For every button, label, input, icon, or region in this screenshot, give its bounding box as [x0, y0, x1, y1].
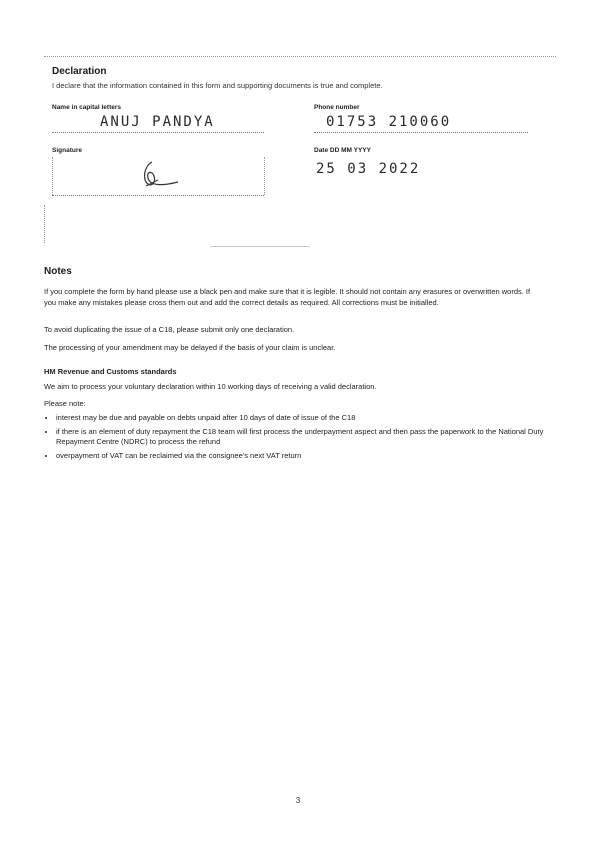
phone-field[interactable]: 01753 210060: [326, 114, 452, 130]
name-label: Name in capital letters: [52, 104, 121, 111]
list-item: • if there is an element of duty repayment the C18 team will first process the underpayment aspect and then pass the paperwork to the National Duty Repayment Centre (NDRC) to process the refund: [56, 427, 556, 448]
signature-box-bottom: [52, 195, 264, 196]
notes-paragraph-2: To avoid duplicating the issue of a C18, please submit only one declaration.: [44, 325, 295, 334]
standards-intro: We aim to process your voluntary declaration within 10 working days of receiving a valid declaration.: [44, 382, 377, 391]
signature-box-left: [52, 157, 53, 195]
standards-title: HM Revenue and Customs standards: [44, 367, 177, 376]
signature-box-right: [264, 157, 265, 195]
name-field[interactable]: ANUJ PANDYA: [100, 114, 215, 130]
phone-field-underline: [314, 132, 528, 133]
declaration-title: Declaration: [52, 66, 107, 77]
name-field-underline: [52, 132, 264, 133]
list-item: • overpayment of VAT can be reclaimed via the consignee's next VAT return: [56, 451, 556, 462]
list-item: • interest may be due and payable on debts unpaid after 10 days of date of issue of the C18: [56, 413, 556, 424]
notes-paragraph-3: The processing of your amendment may be delayed if the basis of your claim is unclear.: [44, 343, 336, 352]
faint-divider: [210, 246, 310, 247]
date-field[interactable]: 25 03 2022: [316, 161, 421, 177]
please-note: Please note:: [44, 399, 86, 408]
top-dotted-border: [44, 56, 556, 57]
phone-label: Phone number: [314, 104, 360, 111]
notes-title: Notes: [44, 266, 72, 277]
signature-label: Signature: [52, 147, 82, 154]
page-number: 3: [295, 796, 301, 805]
handwritten-signature[interactable]: [138, 156, 182, 192]
notes-paragraph-1: If you complete the form by hand please use a black pen and make sure that it is legible. It should not contain any erasures or overwritten words. If you make any mistakes please cross them out and add the correct details as required. All corrections must be initialled.: [44, 287, 531, 307]
form-left-dashes: [44, 205, 45, 243]
standards-bullet-list: [44, 413, 556, 464]
date-label: Date DD MM YYYY: [314, 147, 371, 154]
declaration-statement: I declare that the information contained in this form and supporting documents is true and complete.: [52, 81, 383, 90]
